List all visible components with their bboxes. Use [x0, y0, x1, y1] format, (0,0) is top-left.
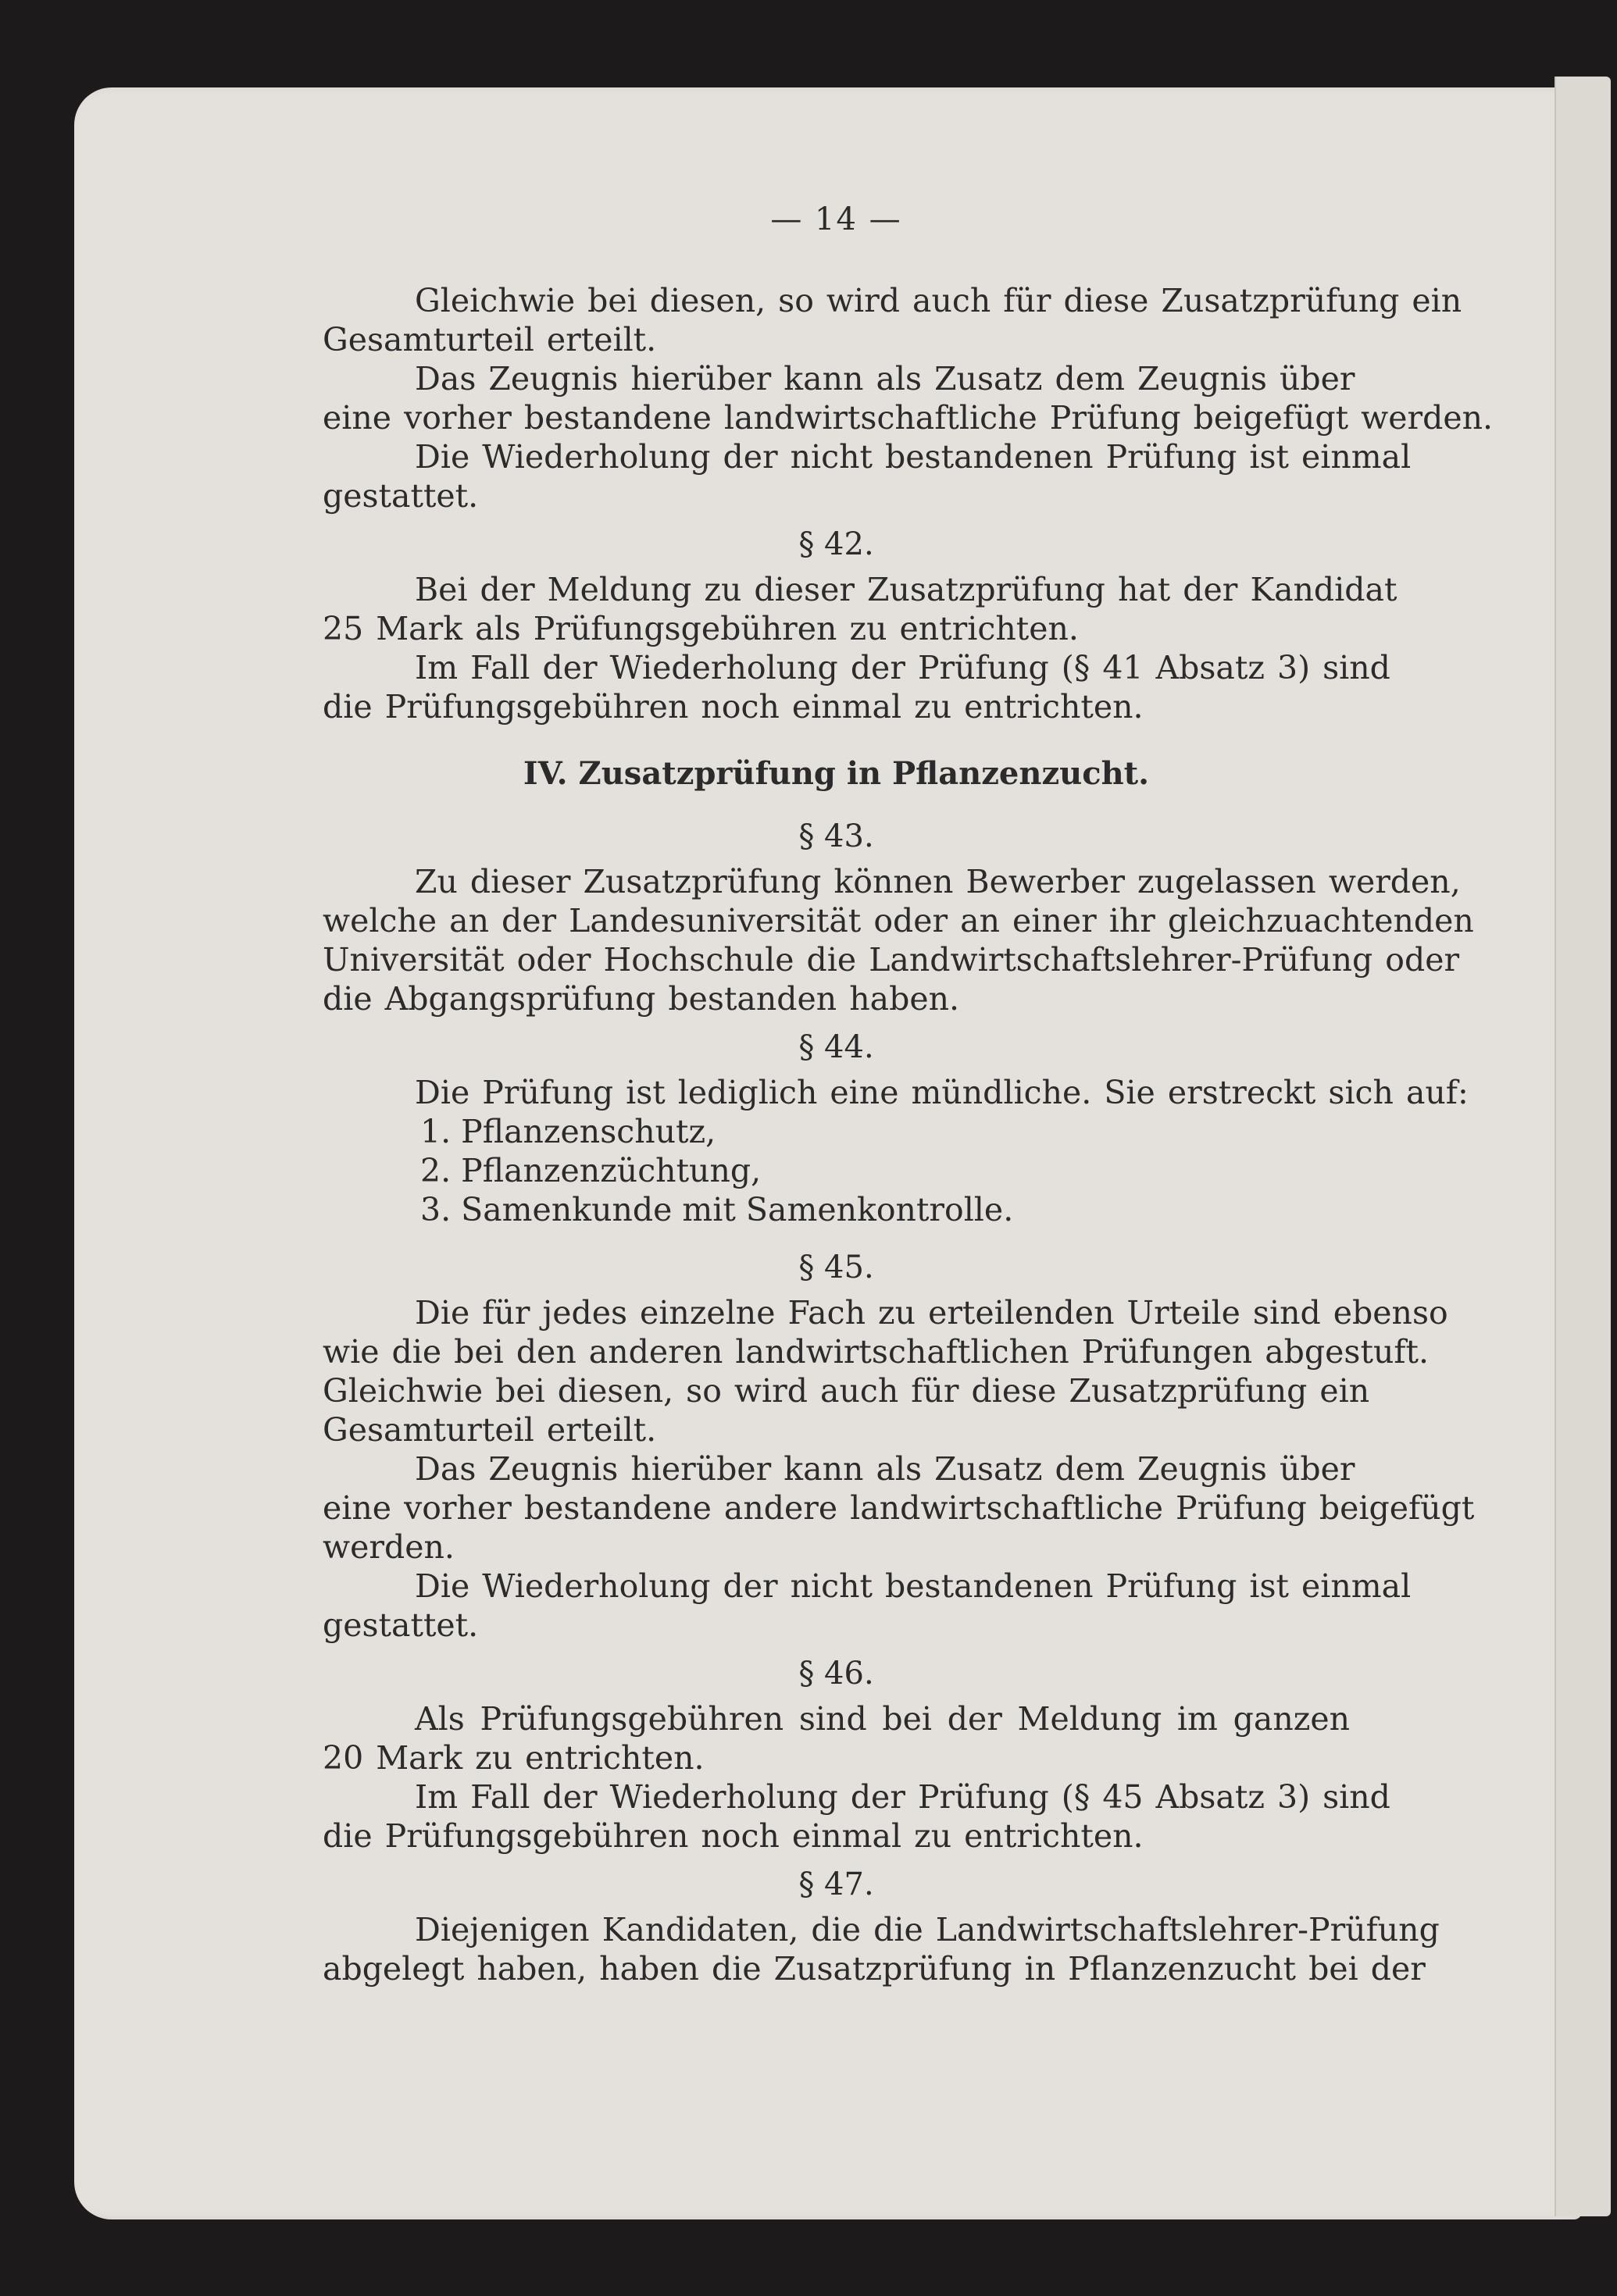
- text-line: Als Prüfungsgebühren sind bei der Meldung im ganzen: [415, 1700, 1350, 1738]
- text-line: eine vorher bestandene andere landwirtschaftliche Prüfung beigefügt: [323, 1489, 1475, 1527]
- chapter-heading: IV. Zusatzprüfung in Pflanzenzucht.: [523, 755, 1150, 792]
- text-line: Im Fall der Wiederholung der Prüfung (§ 45 Absatz 3) sind: [415, 1778, 1390, 1816]
- section-heading: § 43.: [798, 818, 874, 854]
- text-line: Die für jedes einzelne Fach zu erteilenden Urteile sind ebenso: [415, 1294, 1448, 1332]
- text-line: Bei der Meldung zu dieser Zusatzprüfung hat der Kandidat: [415, 571, 1397, 608]
- text-line: Gleichwie bei diesen, so wird auch für diese Zusatzprüfung ein: [415, 282, 1462, 319]
- text-line: Universität oder Hochschule die Landwirtschaftslehrer-Prüfung oder: [323, 941, 1460, 979]
- text-line: eine vorher bestandene landwirtschaftliche Prüfung beigefügt werden.: [323, 399, 1494, 437]
- text-line: Zu dieser Zusatzprüfung können Bewerber zugelassen werden,: [415, 863, 1461, 900]
- list-item: 3. Samenkunde mit Samenkontrolle.: [420, 1191, 1014, 1228]
- section-heading: § 42.: [798, 526, 874, 562]
- text-line: Diejenigen Kandidaten, die die Landwirtschaftslehrer-Prüfung: [415, 1911, 1440, 1948]
- text-line: Im Fall der Wiederholung der Prüfung (§ 41 Absatz 3) sind: [415, 649, 1390, 686]
- text-line: abgelegt haben, haben die Zusatzprüfung in Pflanzenzucht bei der: [323, 1950, 1426, 1988]
- text-line: Die Prüfung ist lediglich eine mündliche. Sie erstreckt sich auf:: [415, 1074, 1469, 1111]
- text-line: Gesamturteil erteilt.: [323, 1411, 657, 1449]
- page-number: — 14 —: [770, 201, 902, 237]
- text-line: die Prüfungsgebühren noch einmal zu entrichten.: [323, 688, 1144, 726]
- text-line: Die Wiederholung der nicht bestandenen Prüfung ist einmal: [415, 1567, 1412, 1605]
- text-line: Das Zeugnis hierüber kann als Zusatz dem Zeugnis über: [415, 1450, 1355, 1488]
- text-line: die Abgangsprüfung bestanden haben.: [323, 980, 960, 1018]
- text-line: welche an der Landesuniversität oder an einer ihr gleichzuachtenden: [323, 902, 1474, 939]
- text-line: gestattet.: [323, 477, 479, 515]
- text-line: 25 Mark als Prüfungsgebühren zu entrichten.: [323, 610, 1079, 647]
- text-line: Gleichwie bei diesen, so wird auch für diese Zusatzprüfung ein: [323, 1372, 1370, 1410]
- text-line: die Prüfungsgebühren noch einmal zu entrichten.: [323, 1817, 1144, 1855]
- text-line: Gesamturteil erteilt.: [323, 321, 657, 358]
- list-item: 2. Pflanzenzüchtung,: [420, 1152, 762, 1189]
- list-item: 1. Pflanzenschutz,: [420, 1113, 716, 1150]
- text-line: Das Zeugnis hierüber kann als Zusatz dem Zeugnis über: [415, 360, 1355, 398]
- text-line: werden.: [323, 1528, 455, 1566]
- text-line: 20 Mark zu entrichten.: [323, 1739, 705, 1777]
- facing-page-edge: [1555, 77, 1611, 2216]
- section-heading: § 46.: [798, 1656, 874, 1692]
- section-heading: § 45.: [798, 1250, 874, 1285]
- text-line: Die Wiederholung der nicht bestandenen Prüfung ist einmal: [415, 438, 1412, 476]
- section-heading: § 44.: [798, 1029, 874, 1065]
- text-line: wie die bei den anderen landwirtschaftlichen Prüfungen abgestuft.: [323, 1333, 1430, 1371]
- section-heading: § 47.: [798, 1866, 874, 1902]
- text-line: gestattet.: [323, 1606, 479, 1644]
